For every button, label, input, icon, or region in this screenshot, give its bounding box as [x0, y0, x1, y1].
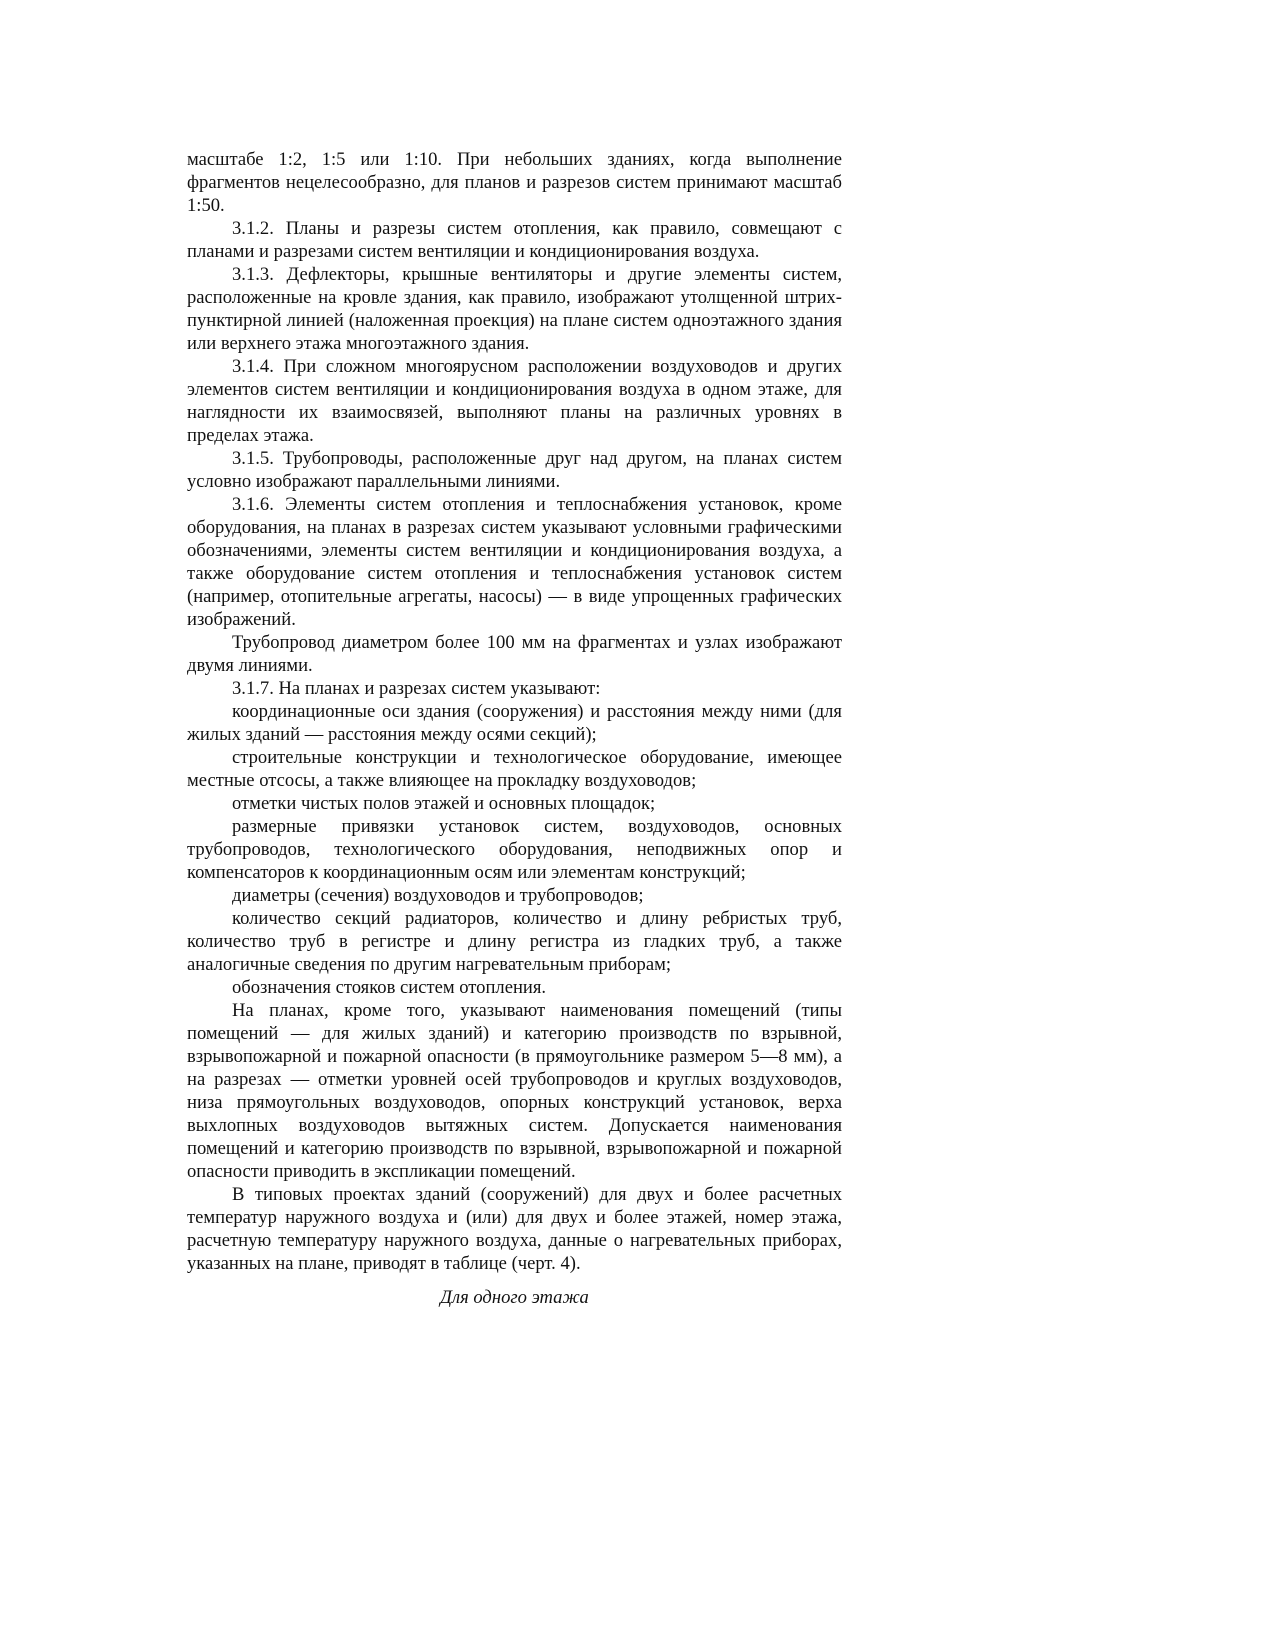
paragraph-3-1-4: 3.1.4. При сложном многоярусном расположении воздуховодов и других элементов систем вентиляции и кондиционирования воздуха в одном этаже, для наглядности их взаимосвязей, выполняют планы на различных уровнях в пределах этажа. — [187, 356, 842, 446]
paragraph-typical-projects: В типовых проектах зданий (сооружений) для двух и более расчетных температур наружного воздуха и (или) для двух и более этажей, номер этажа, расчетную температуру наружного воздуха, данные о нагревательных приборах, указанных на плане, приводят в таблице (черт. 4). — [187, 1184, 842, 1274]
list-item-floor-marks: отметки чистых полов этажей и основных площадок; — [232, 793, 656, 814]
paragraph-room-names: На планах, кроме того, указывают наименования помещений (типы помещений — для жилых зданий) и категорию производств по взрывной, взрывопожарной и пожарной опасности (в прямоугольнике размером 5—8 мм), а на разрезах — отметки уровней осей трубопроводов и круглых воздуховодов, низа прямоугольных воздуховодов, опорных конструкций установок, верха выхлопных воздуховодов вытяжных систем. Допускается наименования помещений и категорию производств по взрывной, взрывопожарной и пожарной опасности приводить в экспликации помещений. — [187, 1000, 842, 1182]
list-item-dimension-bindings: размерные привязки установок систем, воздуховодов, основных трубопроводов, технологического оборудования, неподвижных опор и компенсаторов к координационным осям или элементам конструкций; — [187, 816, 842, 883]
paragraph-pipe-diameter: Трубопровод диаметром более 100 мм на фрагментах и узлах изображают двумя линиями. — [187, 632, 842, 676]
document-page — [187, 148, 842, 1309]
list-item-coordination-axes: координационные оси здания (сооружения) и расстояния между ними (для жилых зданий — расстояния между осями секций); — [187, 701, 842, 745]
paragraph-3-1-5: 3.1.5. Трубопроводы, расположенные друг над другом, на планах систем условно изображают параллельными линиями. — [187, 448, 842, 492]
list-item-radiator-sections: количество секций радиаторов, количество и длину ребристых труб, количество труб в регистре и длину регистра из гладких труб, а также аналогичные сведения по другим нагревательным приборам; — [187, 908, 842, 975]
list-item-diameters: диаметры (сечения) воздуховодов и трубопроводов; — [232, 885, 644, 906]
paragraph-3-1-3: 3.1.3. Дефлекторы, крышные вентиляторы и другие элементы систем, расположенные на кровле здания, как правило, изображают утолщенной штрих-пунктирной линией (наложенная проекция) на плане систем одноэтажного здания или верхнего этажа многоэтажного здания. — [187, 264, 842, 354]
figure-caption: Для одного этажа — [440, 1287, 589, 1308]
paragraph-3-1-2: 3.1.2. Планы и разрезы систем отопления, как правило, совмещают с планами и разрезами систем вентиляции и кондиционирования воздуха. — [187, 218, 842, 262]
paragraph-scale-continuation: масштабе 1:2, 1:5 или 1:10. При небольших зданиях, когда выполнение фрагментов нецелесообразно, для планов и разрезов систем принимают масштаб 1:50. — [187, 149, 842, 216]
list-item-building-structures: строительные конструкции и технологическое оборудование, имеющее местные отсосы, а также влияющее на прокладку воздуховодов; — [187, 747, 842, 791]
list-item-heating-risers: обозначения стояков систем отопления. — [232, 977, 547, 998]
paragraph-3-1-7: 3.1.7. На планах и разрезах систем указывают: — [232, 678, 601, 699]
paragraph-3-1-6: 3.1.6. Элементы систем отопления и теплоснабжения установок, кроме оборудования, на планах в разрезах систем указывают условными графическими обозначениями, элементы систем вентиляции и кондиционирования воздуха, а также оборудование систем отопления и теплоснабжения установок систем (например, отопительные агрегаты, насосы) — в виде упрощенных графических изображений. — [187, 494, 842, 630]
